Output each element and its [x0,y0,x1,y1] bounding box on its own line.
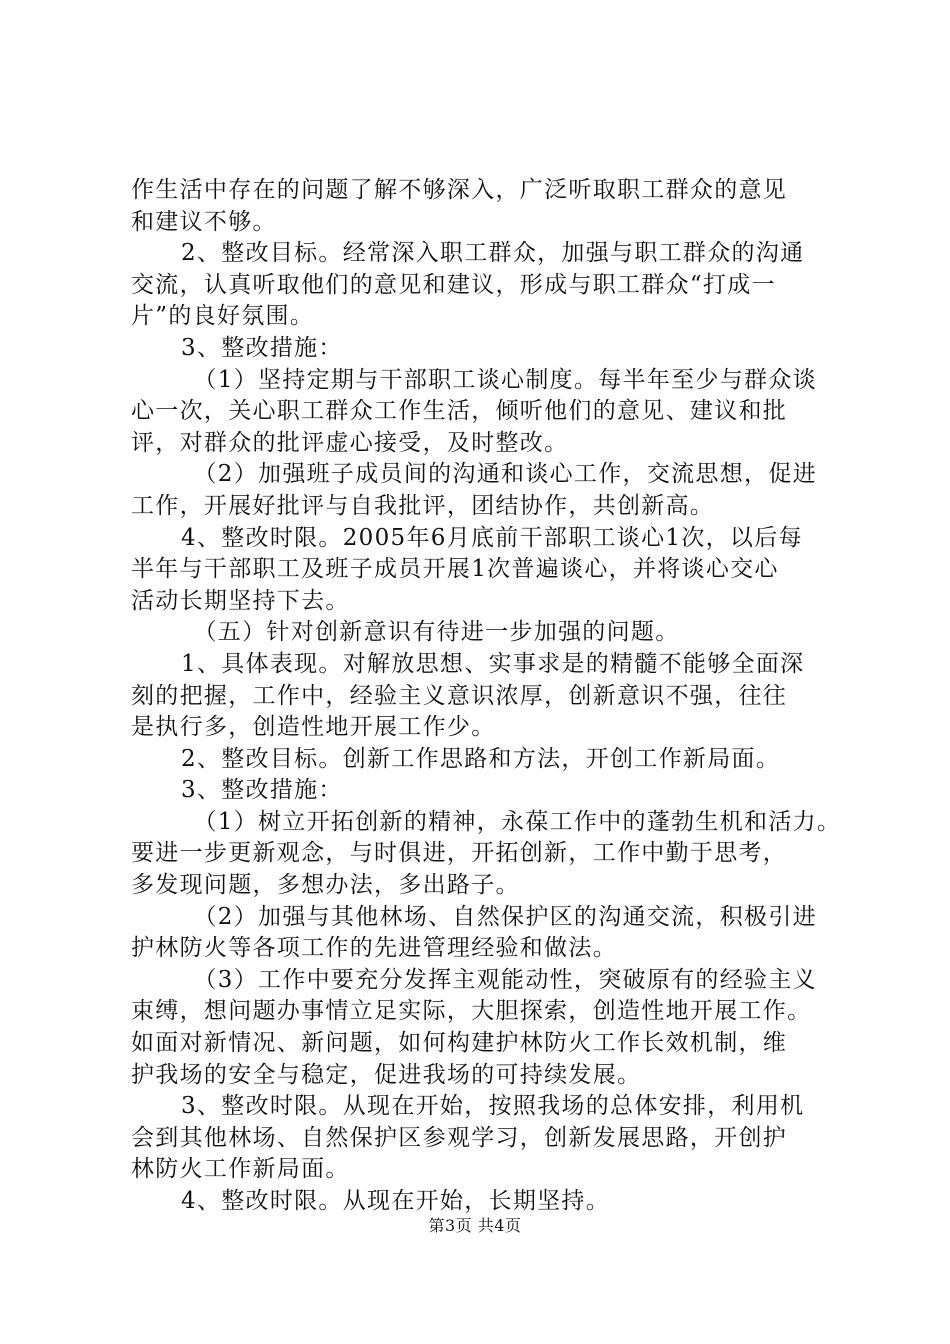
text-line: （1）坚持定期与干部职工谈心制度。每半年至少与群众谈 [193,366,817,393]
text-line: 林防火工作新局面。 [131,1156,350,1183]
text-line: （2）加强与其他林场、自然保护区的沟通交流，积极引进 [193,903,817,930]
text-line: 作生活中存在的问题了解不够深入，广泛听取职工群众的意见 [131,177,788,203]
text-line: 是执行多，创造性地开展工作少。 [131,714,496,741]
text-line: 要进一步更新观念，与时俱进，开拓创新，工作中勤于思考， [131,840,788,867]
page-footer: 第3页 共4页 [428,1216,522,1235]
text-line: 4、整改时限。2005年6月底前干部职工谈心1次，以后每 [181,524,803,551]
text-line: 3、整改措施： [181,777,343,804]
text-line: 护林防火等各项工作的先进管理经验和做法。 [131,935,617,962]
text-line: （五）针对创新意识有待进一步加强的问题。 [193,619,680,646]
text-line: 工作，开展好批评与自我批评，团结协作，共创新高。 [131,492,715,519]
document-body [131,175,842,1218]
text-line: 半年与干部职工及班子成员开展1次普遍谈心，并将谈心交心 [131,556,779,583]
text-line: 2、整改目标。创新工作思路和方法，开创工作新局面。 [181,745,781,772]
text-line: 2、整改目标。经常深入职工群众，加强与职工群众的沟通 [181,240,805,267]
text-line: 多发现问题，多想办法，多出路子。 [131,872,520,899]
text-line: 活动长期坚持下去。 [131,587,350,614]
text-line: 会到其他林场、自然保护区参观学习，创新发展思路，开创护 [131,1124,788,1151]
text-line: （2）加强班子成员间的沟通和谈心工作，交流思想，促进 [193,461,817,488]
text-line: （1）树立开拓创新的精神，永葆工作中的蓬勃生机和活力。 [193,808,842,835]
text-line: 如面对新情况、新问题，如何构建护林防火工作长效机制，维 [131,1030,788,1057]
text-line: 护我场的安全与稳定，促进我场的可持续发展。 [131,1061,642,1088]
text-line: 4、整改时限。从现在开始，长期坚持。 [181,1188,611,1214]
text-line: 1、具体表现。对解放思想、实事求是的精髓不能够全面深 [181,650,805,677]
text-line: 3、整改措施： [181,334,343,361]
text-line: 交流，认真听取他们的意见和建议，形成与职工群众“打成一 [131,271,776,298]
text-line: 心一次，关心职工群众工作生活，倾听他们的意见、建议和批 [131,398,788,425]
text-line: 束缚，想问题办事情立足实际，大胆探索，创造性地开展工作。 [131,998,812,1025]
text-line: （3）工作中要充分发挥主观能动性，突破原有的经验主义 [193,966,817,993]
text-line: 3、整改时限。从现在开始，按照我场的总体安排，利用机 [181,1093,805,1120]
text-line: 评，对群众的批评虚心接受，及时整改。 [131,429,569,456]
text-line: 刻的把握，工作中，经验主义意识浓厚，创新意识不强，往往 [131,682,788,709]
text-line: 片”的良好氛围。 [131,303,315,330]
text-line: 和建议不够。 [131,208,277,235]
